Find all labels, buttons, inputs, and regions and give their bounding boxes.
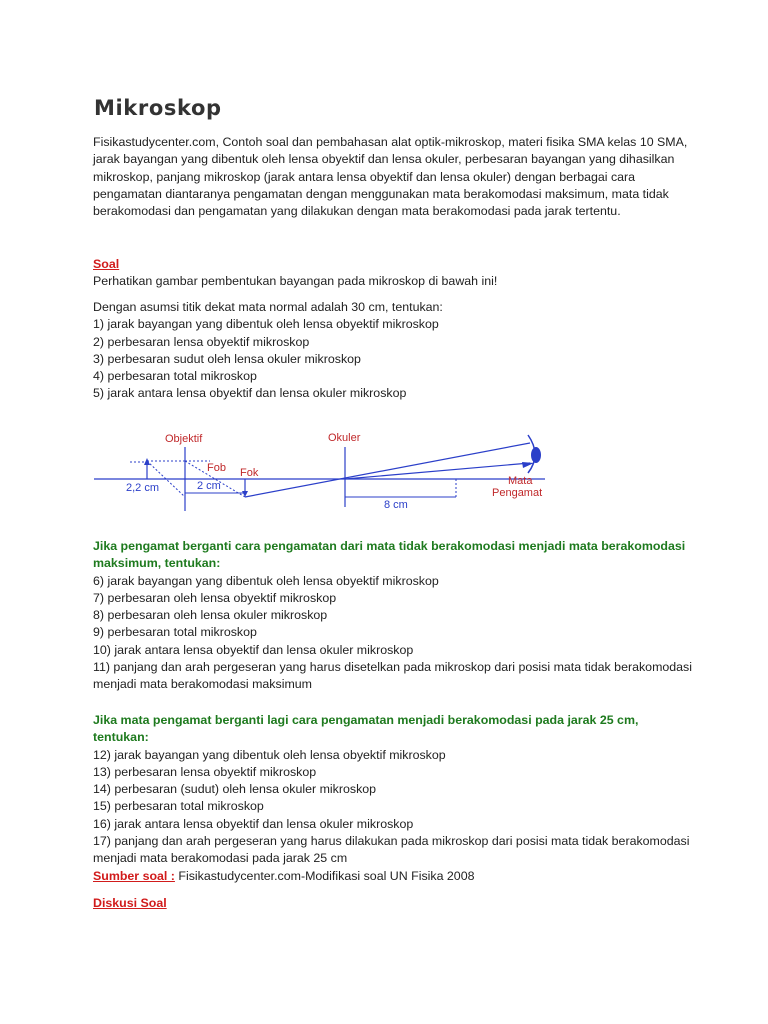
diskusi-section <box>93 895 693 912</box>
soal-section <box>93 256 693 291</box>
list-item: 12) jarak bayangan yang dibentuk oleh lensa obyektif mikroskop <box>93 747 446 762</box>
list-item: 11) panjang dan arah pergeseran yang harus disetelkan pada mikroskop dari posisi mata tidak berakomodasi menjadi mata berakomodasi maksimum <box>93 660 693 692</box>
diskusi-link[interactable]: Diskusi Soal <box>93 896 167 910</box>
sumber-text: Fisikastudycenter.com-Modifikasi soal UN Fisika 2008 <box>174 868 475 883</box>
label-fob: Fob <box>207 462 226 474</box>
part3-section <box>93 712 693 885</box>
label-pengamat: Pengamat <box>492 487 543 499</box>
label-okuler: Okuler <box>328 432 361 444</box>
page-title: Mikroskop <box>94 96 222 120</box>
soal-intro: Perhatikan gambar pembentukan bayangan pada mikroskop di bawah ini! <box>93 274 498 289</box>
list-item: 15) perbesaran total mikroskop <box>93 799 264 814</box>
ray-to-eye-1 <box>245 443 530 497</box>
sumber-label[interactable]: Sumber soal : <box>93 868 175 883</box>
list-item: 6) jarak bayangan yang dibentuk oleh lensa obyektif mikroskop <box>93 573 439 588</box>
list-item: 9) perbesaran total mikroskop <box>93 625 257 640</box>
list-item: 3) perbesaran sudut oleh lensa okuler mikroskop <box>93 351 361 366</box>
ray-to-eye-2 <box>345 463 530 479</box>
label-fok: Fok <box>240 467 259 479</box>
label-2cm: 2 cm <box>197 480 221 492</box>
list-item: 1) jarak bayangan yang dibentuk oleh lensa obyektif mikroskop <box>93 317 439 332</box>
source-line <box>93 868 693 885</box>
label-mata: Mata <box>508 475 533 487</box>
list-item: 5) jarak antara lensa obyektif dan lensa okuler mikroskop <box>93 386 407 401</box>
part2-heading: Jika pengamat berganti cara pengamatan dari mata tidak berakomodasi menjadi mata berakomodasi maksimum, tentukan: <box>93 539 686 571</box>
part1-list <box>93 299 693 403</box>
label-2-2cm: 2,2 cm <box>126 482 160 494</box>
part3-heading: Jika mata pengamat berganti lagi cara pengamatan menjadi berakomodasi pada jarak 25 cm, tentukan: <box>93 713 639 745</box>
list-item: 14) perbesaran (sudut) oleh lensa okuler mikroskop <box>93 782 377 797</box>
part1-intro: Dengan asumsi titik dekat mata normal adalah 30 cm, tentukan: <box>93 300 443 314</box>
microscope-diagram <box>90 425 560 520</box>
label-8cm: 8 cm <box>384 499 408 511</box>
list-item: 16) jarak antara lensa obyektif dan lensa okuler mikroskop <box>93 816 414 831</box>
list-item: 4) perbesaran total mikroskop <box>93 369 257 384</box>
list-item: 10) jarak antara lensa obyektif dan lensa okuler mikroskop <box>93 642 414 657</box>
part2-section <box>93 538 693 694</box>
list-item: 17) panjang dan arah pergeseran yang harus dilakukan pada mikroskop dari posisi mata tidak berakomodasi menjadi mata berakomodasi pada jarak 25 cm <box>93 834 690 866</box>
label-objektif: Objektif <box>165 433 203 445</box>
eye-pupil <box>531 447 541 463</box>
list-item: 13) perbesaran lensa obyektif mikroskop <box>93 764 317 779</box>
intro-paragraph: Fisikastudycenter.com, Contoh soal dan pembahasan alat optik-mikroskop, materi fisika SMA kelas 10 SMA, jarak bayangan yang dibentuk oleh lensa obyektif dan lensa okuler, perbesaran bayangan yang dihasilkan mikroskop, panjang mikroskop (jarak antara lensa obyektif dan lensa okuler) dengan berbagai cara pengamatan diantaranya pengamatan dengan menggunakan mata berakomodasi maksimum, mata tidak berakomodasi dan pengamatan yang dilakukan dengan mata berakomodasi pada jarak tertentu. <box>93 135 688 219</box>
list-item: 8) perbesaran oleh lensa okuler mikroskop <box>93 608 328 623</box>
soal-label: Soal <box>93 257 120 271</box>
list-item: 2) perbesaran lensa obyektif mikroskop <box>93 334 310 349</box>
list-item: 7) perbesaran oleh lensa obyektif mikroskop <box>93 590 337 605</box>
